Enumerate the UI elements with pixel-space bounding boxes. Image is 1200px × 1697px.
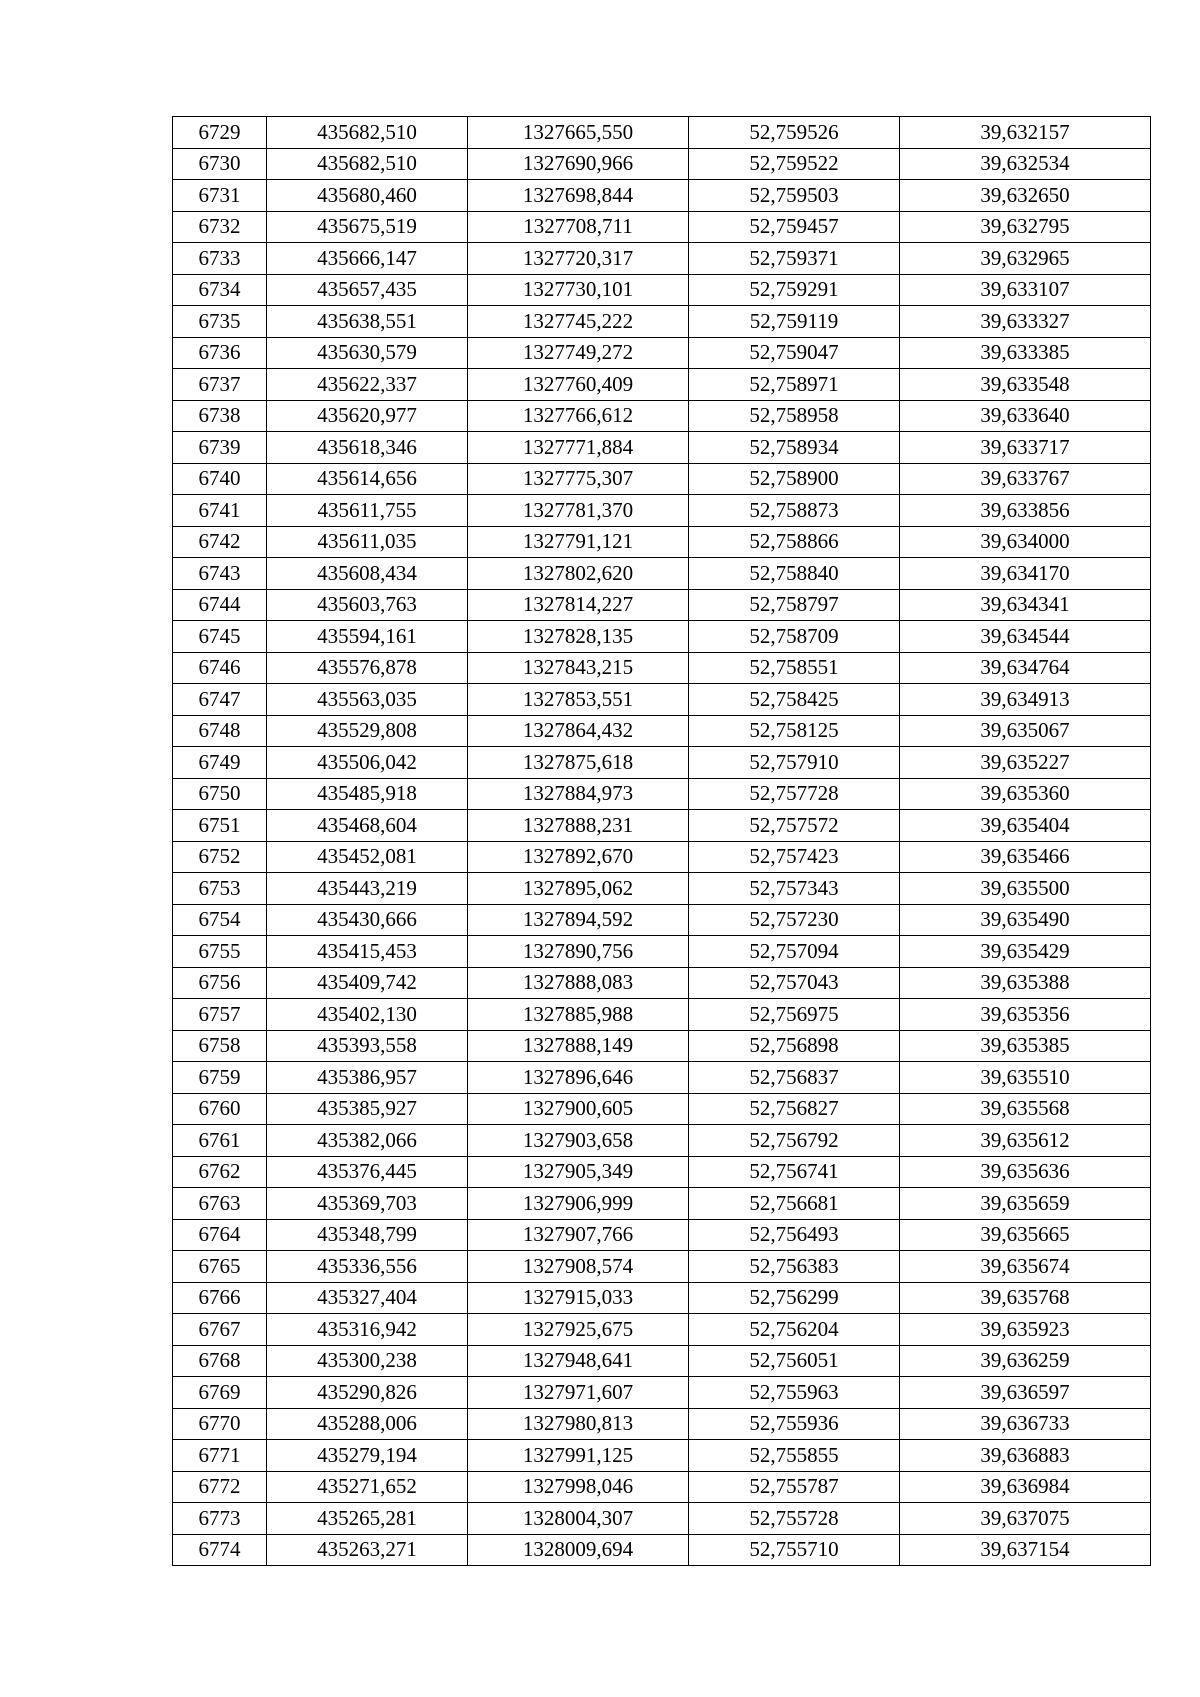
latitude-cell: 52,756383	[689, 1251, 900, 1283]
longitude-cell: 39,632534	[900, 148, 1151, 180]
table-row	[173, 117, 1151, 149]
latitude-cell: 52,758900	[689, 463, 900, 495]
latitude-cell: 52,756898	[689, 1030, 900, 1062]
point-number-cell: 6746	[173, 652, 267, 684]
longitude-cell: 39,636984	[900, 1471, 1151, 1503]
point-number-cell: 6770	[173, 1408, 267, 1440]
latitude-cell: 52,756792	[689, 1125, 900, 1157]
longitude-cell: 39,632795	[900, 211, 1151, 243]
table-row	[173, 1125, 1151, 1157]
point-number-cell: 6764	[173, 1219, 267, 1251]
table-row	[173, 873, 1151, 905]
y-coordinate-cell: 1327998,046	[468, 1471, 689, 1503]
x-coordinate-cell: 435620,977	[267, 400, 468, 432]
y-coordinate-cell: 1327888,083	[468, 967, 689, 999]
y-coordinate-cell: 1327980,813	[468, 1408, 689, 1440]
longitude-cell: 39,633548	[900, 369, 1151, 401]
x-coordinate-cell: 435563,035	[267, 684, 468, 716]
longitude-cell: 39,635388	[900, 967, 1151, 999]
table-row	[173, 274, 1151, 306]
table-row	[173, 999, 1151, 1031]
latitude-cell: 52,757910	[689, 747, 900, 779]
longitude-cell: 39,633107	[900, 274, 1151, 306]
x-coordinate-cell: 435611,755	[267, 495, 468, 527]
table-row	[173, 148, 1151, 180]
y-coordinate-cell: 1328004,307	[468, 1503, 689, 1535]
x-coordinate-cell: 435402,130	[267, 999, 468, 1031]
y-coordinate-cell: 1327884,973	[468, 778, 689, 810]
x-coordinate-cell: 435614,656	[267, 463, 468, 495]
y-coordinate-cell: 1327885,988	[468, 999, 689, 1031]
table-row	[173, 1377, 1151, 1409]
latitude-cell: 52,757572	[689, 810, 900, 842]
longitude-cell: 39,636259	[900, 1345, 1151, 1377]
y-coordinate-cell: 1327915,033	[468, 1282, 689, 1314]
x-coordinate-cell: 435271,652	[267, 1471, 468, 1503]
longitude-cell: 39,634000	[900, 526, 1151, 558]
table-row	[173, 715, 1151, 747]
y-coordinate-cell: 1327698,844	[468, 180, 689, 212]
y-coordinate-cell: 1327903,658	[468, 1125, 689, 1157]
latitude-cell: 52,756827	[689, 1093, 900, 1125]
y-coordinate-cell: 1327890,756	[468, 936, 689, 968]
table-row	[173, 306, 1151, 338]
latitude-cell: 52,758797	[689, 589, 900, 621]
table-row	[173, 810, 1151, 842]
table-row	[173, 495, 1151, 527]
y-coordinate-cell: 1327791,121	[468, 526, 689, 558]
point-number-cell: 6743	[173, 558, 267, 590]
longitude-cell: 39,635500	[900, 873, 1151, 905]
point-number-cell: 6754	[173, 904, 267, 936]
longitude-cell: 39,635659	[900, 1188, 1151, 1220]
x-coordinate-cell: 435468,604	[267, 810, 468, 842]
x-coordinate-cell: 435369,703	[267, 1188, 468, 1220]
table-row	[173, 526, 1151, 558]
latitude-cell: 52,758709	[689, 621, 900, 653]
longitude-cell: 39,635612	[900, 1125, 1151, 1157]
table-row	[173, 967, 1151, 999]
point-number-cell: 6765	[173, 1251, 267, 1283]
table-row	[173, 400, 1151, 432]
longitude-cell: 39,634170	[900, 558, 1151, 590]
y-coordinate-cell: 1327895,062	[468, 873, 689, 905]
point-number-cell: 6747	[173, 684, 267, 716]
longitude-cell: 39,633640	[900, 400, 1151, 432]
x-coordinate-cell: 435386,957	[267, 1062, 468, 1094]
longitude-cell: 39,636883	[900, 1440, 1151, 1472]
longitude-cell: 39,635067	[900, 715, 1151, 747]
x-coordinate-cell: 435618,346	[267, 432, 468, 464]
latitude-cell: 52,755963	[689, 1377, 900, 1409]
y-coordinate-cell: 1327853,551	[468, 684, 689, 716]
longitude-cell: 39,635356	[900, 999, 1151, 1031]
x-coordinate-cell: 435409,742	[267, 967, 468, 999]
table-row	[173, 747, 1151, 779]
latitude-cell: 52,756051	[689, 1345, 900, 1377]
point-number-cell: 6739	[173, 432, 267, 464]
table-row	[173, 1282, 1151, 1314]
x-coordinate-cell: 435279,194	[267, 1440, 468, 1472]
table-row	[173, 369, 1151, 401]
y-coordinate-cell: 1327888,231	[468, 810, 689, 842]
latitude-cell: 52,756837	[689, 1062, 900, 1094]
y-coordinate-cell: 1327948,641	[468, 1345, 689, 1377]
table-row	[173, 1219, 1151, 1251]
table-row	[173, 211, 1151, 243]
point-number-cell: 6766	[173, 1282, 267, 1314]
table-row	[173, 778, 1151, 810]
table-row	[173, 1062, 1151, 1094]
y-coordinate-cell: 1327781,370	[468, 495, 689, 527]
x-coordinate-cell: 435608,434	[267, 558, 468, 590]
x-coordinate-cell: 435638,551	[267, 306, 468, 338]
latitude-cell: 52,758840	[689, 558, 900, 590]
latitude-cell: 52,756493	[689, 1219, 900, 1251]
point-number-cell: 6738	[173, 400, 267, 432]
y-coordinate-cell: 1327814,227	[468, 589, 689, 621]
point-number-cell: 6758	[173, 1030, 267, 1062]
longitude-cell: 39,635636	[900, 1156, 1151, 1188]
point-number-cell: 6749	[173, 747, 267, 779]
latitude-cell: 52,758425	[689, 684, 900, 716]
longitude-cell: 39,637075	[900, 1503, 1151, 1535]
table-row	[173, 1030, 1151, 1062]
y-coordinate-cell: 1327843,215	[468, 652, 689, 684]
y-coordinate-cell: 1327802,620	[468, 558, 689, 590]
point-number-cell: 6730	[173, 148, 267, 180]
latitude-cell: 52,756681	[689, 1188, 900, 1220]
x-coordinate-cell: 435336,556	[267, 1251, 468, 1283]
x-coordinate-cell: 435316,942	[267, 1314, 468, 1346]
y-coordinate-cell: 1327888,149	[468, 1030, 689, 1062]
point-number-cell: 6752	[173, 841, 267, 873]
latitude-cell: 52,758971	[689, 369, 900, 401]
point-number-cell: 6761	[173, 1125, 267, 1157]
x-coordinate-cell: 435288,006	[267, 1408, 468, 1440]
x-coordinate-cell: 435680,460	[267, 180, 468, 212]
point-number-cell: 6773	[173, 1503, 267, 1535]
x-coordinate-cell: 435393,558	[267, 1030, 468, 1062]
latitude-cell: 52,756299	[689, 1282, 900, 1314]
table-row	[173, 1251, 1151, 1283]
x-coordinate-cell: 435666,147	[267, 243, 468, 275]
y-coordinate-cell: 1327720,317	[468, 243, 689, 275]
latitude-cell: 52,756975	[689, 999, 900, 1031]
table-row	[173, 652, 1151, 684]
longitude-cell: 39,637154	[900, 1534, 1151, 1566]
longitude-cell: 39,635923	[900, 1314, 1151, 1346]
table-row	[173, 621, 1151, 653]
longitude-cell: 39,635768	[900, 1282, 1151, 1314]
x-coordinate-cell: 435485,918	[267, 778, 468, 810]
point-number-cell: 6772	[173, 1471, 267, 1503]
y-coordinate-cell: 1327690,966	[468, 148, 689, 180]
x-coordinate-cell: 435657,435	[267, 274, 468, 306]
y-coordinate-cell: 1327908,574	[468, 1251, 689, 1283]
point-number-cell: 6750	[173, 778, 267, 810]
latitude-cell: 52,755787	[689, 1471, 900, 1503]
y-coordinate-cell: 1327828,135	[468, 621, 689, 653]
x-coordinate-cell: 435290,826	[267, 1377, 468, 1409]
x-coordinate-cell: 435611,035	[267, 526, 468, 558]
y-coordinate-cell: 1327894,592	[468, 904, 689, 936]
x-coordinate-cell: 435603,763	[267, 589, 468, 621]
longitude-cell: 39,635429	[900, 936, 1151, 968]
x-coordinate-cell: 435376,445	[267, 1156, 468, 1188]
longitude-cell: 39,634913	[900, 684, 1151, 716]
latitude-cell: 52,757343	[689, 873, 900, 905]
y-coordinate-cell: 1327775,307	[468, 463, 689, 495]
table-row	[173, 558, 1151, 590]
latitude-cell: 52,759371	[689, 243, 900, 275]
x-coordinate-cell: 435382,066	[267, 1125, 468, 1157]
point-number-cell: 6740	[173, 463, 267, 495]
longitude-cell: 39,635665	[900, 1219, 1151, 1251]
point-number-cell: 6734	[173, 274, 267, 306]
latitude-cell: 52,757094	[689, 936, 900, 968]
table-row	[173, 432, 1151, 464]
point-number-cell: 6755	[173, 936, 267, 968]
point-number-cell: 6729	[173, 117, 267, 149]
latitude-cell: 52,758958	[689, 400, 900, 432]
point-number-cell: 6771	[173, 1440, 267, 1472]
x-coordinate-cell: 435415,453	[267, 936, 468, 968]
longitude-cell: 39,635490	[900, 904, 1151, 936]
longitude-cell: 39,632157	[900, 117, 1151, 149]
longitude-cell: 39,635510	[900, 1062, 1151, 1094]
latitude-cell: 52,759047	[689, 337, 900, 369]
x-coordinate-cell: 435529,808	[267, 715, 468, 747]
point-number-cell: 6741	[173, 495, 267, 527]
coordinates-table-body	[173, 117, 1151, 1566]
point-number-cell: 6733	[173, 243, 267, 275]
y-coordinate-cell: 1327900,605	[468, 1093, 689, 1125]
y-coordinate-cell: 1327766,612	[468, 400, 689, 432]
point-number-cell: 6768	[173, 1345, 267, 1377]
point-number-cell: 6732	[173, 211, 267, 243]
x-coordinate-cell: 435385,927	[267, 1093, 468, 1125]
latitude-cell: 52,759291	[689, 274, 900, 306]
longitude-cell: 39,635227	[900, 747, 1151, 779]
point-number-cell: 6774	[173, 1534, 267, 1566]
latitude-cell: 52,757230	[689, 904, 900, 936]
table-row	[173, 180, 1151, 212]
latitude-cell: 52,758125	[689, 715, 900, 747]
longitude-cell: 39,633327	[900, 306, 1151, 338]
y-coordinate-cell: 1327896,646	[468, 1062, 689, 1094]
point-number-cell: 6757	[173, 999, 267, 1031]
coordinates-table	[172, 116, 1151, 1566]
x-coordinate-cell: 435675,519	[267, 211, 468, 243]
x-coordinate-cell: 435576,878	[267, 652, 468, 684]
y-coordinate-cell: 1327925,675	[468, 1314, 689, 1346]
table-row	[173, 684, 1151, 716]
y-coordinate-cell: 1327760,409	[468, 369, 689, 401]
x-coordinate-cell: 435622,337	[267, 369, 468, 401]
longitude-cell: 39,636597	[900, 1377, 1151, 1409]
table-row	[173, 841, 1151, 873]
latitude-cell: 52,759526	[689, 117, 900, 149]
point-number-cell: 6762	[173, 1156, 267, 1188]
point-number-cell: 6745	[173, 621, 267, 653]
table-row	[173, 463, 1151, 495]
longitude-cell: 39,635568	[900, 1093, 1151, 1125]
y-coordinate-cell: 1327665,550	[468, 117, 689, 149]
y-coordinate-cell: 1327971,607	[468, 1377, 689, 1409]
x-coordinate-cell: 435682,510	[267, 148, 468, 180]
point-number-cell: 6763	[173, 1188, 267, 1220]
y-coordinate-cell: 1327906,999	[468, 1188, 689, 1220]
y-coordinate-cell: 1327864,432	[468, 715, 689, 747]
point-number-cell: 6744	[173, 589, 267, 621]
point-number-cell: 6767	[173, 1314, 267, 1346]
y-coordinate-cell: 1327875,618	[468, 747, 689, 779]
point-number-cell: 6742	[173, 526, 267, 558]
table-row	[173, 589, 1151, 621]
point-number-cell: 6759	[173, 1062, 267, 1094]
longitude-cell: 39,633767	[900, 463, 1151, 495]
table-row	[173, 1408, 1151, 1440]
y-coordinate-cell: 1327730,101	[468, 274, 689, 306]
table-row	[173, 1314, 1151, 1346]
point-number-cell: 6748	[173, 715, 267, 747]
x-coordinate-cell: 435265,281	[267, 1503, 468, 1535]
longitude-cell: 39,634544	[900, 621, 1151, 653]
longitude-cell: 39,634764	[900, 652, 1151, 684]
table-row	[173, 1093, 1151, 1125]
point-number-cell: 6760	[173, 1093, 267, 1125]
table-row	[173, 904, 1151, 936]
x-coordinate-cell: 435327,404	[267, 1282, 468, 1314]
y-coordinate-cell: 1327892,670	[468, 841, 689, 873]
y-coordinate-cell: 1327991,125	[468, 1440, 689, 1472]
longitude-cell: 39,635466	[900, 841, 1151, 873]
point-number-cell: 6756	[173, 967, 267, 999]
longitude-cell: 39,635404	[900, 810, 1151, 842]
longitude-cell: 39,634341	[900, 589, 1151, 621]
x-coordinate-cell: 435630,579	[267, 337, 468, 369]
x-coordinate-cell: 435430,666	[267, 904, 468, 936]
table-row	[173, 936, 1151, 968]
x-coordinate-cell: 435682,510	[267, 117, 468, 149]
latitude-cell: 52,759457	[689, 211, 900, 243]
point-number-cell: 6735	[173, 306, 267, 338]
point-number-cell: 6769	[173, 1377, 267, 1409]
point-number-cell: 6737	[173, 369, 267, 401]
y-coordinate-cell: 1327771,884	[468, 432, 689, 464]
table-row	[173, 1440, 1151, 1472]
latitude-cell: 52,758873	[689, 495, 900, 527]
longitude-cell: 39,633856	[900, 495, 1151, 527]
table-row	[173, 243, 1151, 275]
latitude-cell: 52,758934	[689, 432, 900, 464]
table-row	[173, 1471, 1151, 1503]
table-row	[173, 337, 1151, 369]
latitude-cell: 52,759119	[689, 306, 900, 338]
latitude-cell: 52,755728	[689, 1503, 900, 1535]
x-coordinate-cell: 435443,219	[267, 873, 468, 905]
y-coordinate-cell: 1327745,222	[468, 306, 689, 338]
latitude-cell: 52,757043	[689, 967, 900, 999]
y-coordinate-cell: 1327907,766	[468, 1219, 689, 1251]
latitude-cell: 52,756204	[689, 1314, 900, 1346]
table-row	[173, 1503, 1151, 1535]
table-row	[173, 1534, 1151, 1566]
y-coordinate-cell: 1327708,711	[468, 211, 689, 243]
x-coordinate-cell: 435594,161	[267, 621, 468, 653]
point-number-cell: 6736	[173, 337, 267, 369]
longitude-cell: 39,636733	[900, 1408, 1151, 1440]
longitude-cell: 39,632965	[900, 243, 1151, 275]
latitude-cell: 52,759522	[689, 148, 900, 180]
point-number-cell: 6753	[173, 873, 267, 905]
y-coordinate-cell: 1327749,272	[468, 337, 689, 369]
y-coordinate-cell: 1327905,349	[468, 1156, 689, 1188]
x-coordinate-cell: 435263,271	[267, 1534, 468, 1566]
latitude-cell: 52,755936	[689, 1408, 900, 1440]
longitude-cell: 39,633385	[900, 337, 1151, 369]
table-row	[173, 1188, 1151, 1220]
y-coordinate-cell: 1328009,694	[468, 1534, 689, 1566]
latitude-cell: 52,755855	[689, 1440, 900, 1472]
x-coordinate-cell: 435300,238	[267, 1345, 468, 1377]
latitude-cell: 52,755710	[689, 1534, 900, 1566]
longitude-cell: 39,635674	[900, 1251, 1151, 1283]
point-number-cell: 6731	[173, 180, 267, 212]
longitude-cell: 39,635360	[900, 778, 1151, 810]
latitude-cell: 52,757728	[689, 778, 900, 810]
latitude-cell: 52,756741	[689, 1156, 900, 1188]
latitude-cell: 52,759503	[689, 180, 900, 212]
point-number-cell: 6751	[173, 810, 267, 842]
latitude-cell: 52,757423	[689, 841, 900, 873]
latitude-cell: 52,758866	[689, 526, 900, 558]
x-coordinate-cell: 435452,081	[267, 841, 468, 873]
table-row	[173, 1345, 1151, 1377]
longitude-cell: 39,633717	[900, 432, 1151, 464]
longitude-cell: 39,635385	[900, 1030, 1151, 1062]
latitude-cell: 52,758551	[689, 652, 900, 684]
x-coordinate-cell: 435506,042	[267, 747, 468, 779]
table-row	[173, 1156, 1151, 1188]
longitude-cell: 39,632650	[900, 180, 1151, 212]
x-coordinate-cell: 435348,799	[267, 1219, 468, 1251]
